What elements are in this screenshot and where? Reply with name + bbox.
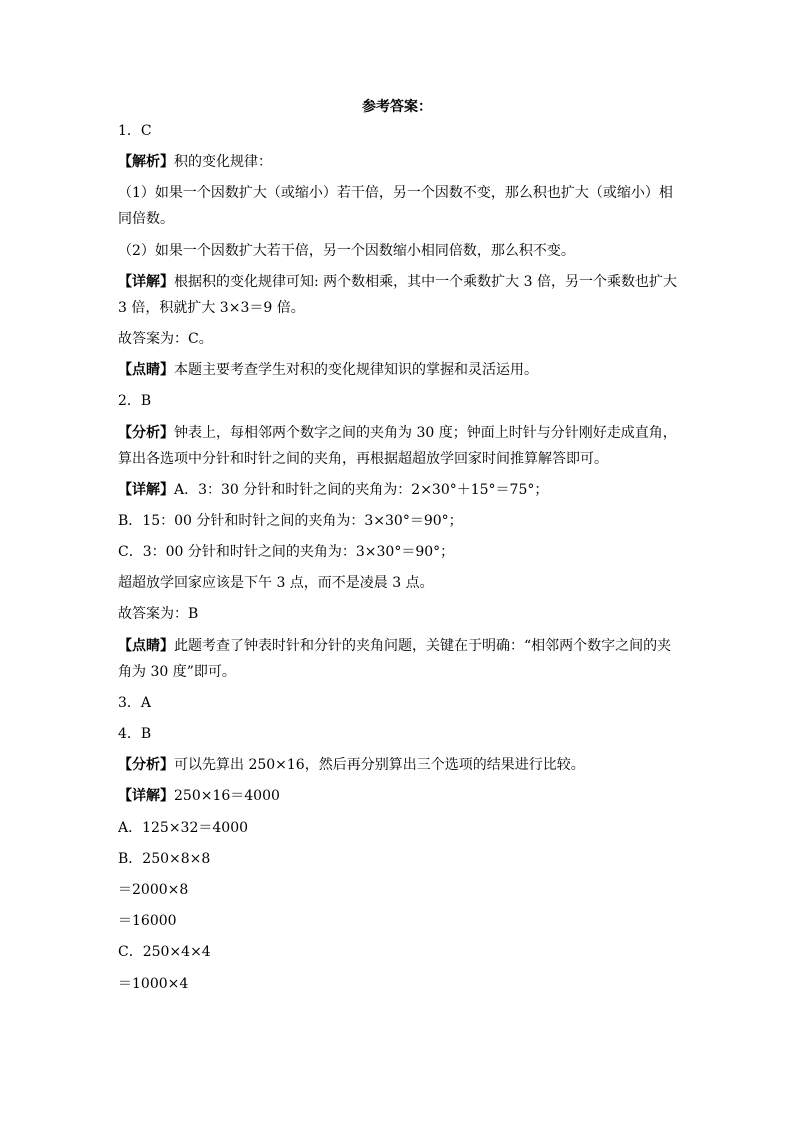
answer-line — [118, 298, 678, 319]
line-text: 根据积的变化规律可知: 两个数相乘，其中一个乘数扩大 3 倍，另一个乘数也扩大 — [174, 273, 677, 290]
section-tag: 【解析】 — [118, 154, 174, 171]
line-text: 算出各选项中分针和时针之间的夹角，再根据超超放学回家时间推算解答即可。 — [118, 450, 608, 467]
answer-line — [118, 183, 678, 204]
answer-line — [118, 662, 678, 683]
line-text: 故答案为：C。 — [118, 330, 213, 347]
answer-line — [118, 604, 678, 625]
answer-line — [118, 542, 678, 563]
line-text: 1．C — [118, 123, 152, 139]
answer-line — [118, 423, 678, 444]
answer-line — [118, 121, 678, 142]
answer-line — [118, 942, 678, 963]
line-text: B．15：00 分针和时针之间的夹角为：3×30°＝90°； — [118, 512, 463, 529]
line-text: ＝2000×8 — [118, 881, 189, 898]
line-text: B．250×8×8 — [118, 850, 211, 867]
answer-line — [118, 724, 678, 745]
line-text: A．125×32＝4000 — [118, 819, 249, 836]
line-text: （1）如果一个因数扩大（或缩小）若干倍，另一个因数不变，那么积也扩大（或缩小）相 — [118, 185, 673, 202]
answer-line — [118, 818, 678, 839]
line-text: 本题主要考查学生对积的变化规律知识的掌握和灵活运用。 — [174, 362, 538, 379]
answer-line — [118, 391, 678, 412]
answer-line — [118, 241, 678, 262]
answer-line — [118, 449, 678, 470]
answer-line — [118, 573, 678, 594]
page-title: 参考答案： — [362, 99, 432, 115]
line-text: C．3：00 分针和时针之间的夹角为：3×30°＝90°； — [118, 544, 455, 561]
section-tag: 【分析】 — [118, 424, 174, 441]
line-text: A．3：30 分针和时针之间的夹角为：2×30°＋15°＝75°； — [174, 481, 549, 498]
line-text: 250×16＝4000 — [174, 788, 280, 805]
answer-line — [118, 636, 678, 657]
line-text: 超超放学回家应该是下午 3 点，而不是凌晨 3 点。 — [118, 575, 434, 592]
answer-line — [118, 693, 678, 714]
answer-line — [118, 152, 678, 173]
line-text: 此题考查了钟表时针和分针的夹角问题，关键在于明确：“相邻两个数字之间的夹 — [174, 637, 672, 654]
section-tag: 【详解】 — [118, 481, 174, 498]
section-tag: 【分析】 — [118, 757, 174, 774]
section-tag: 【详解】 — [118, 273, 174, 290]
line-text: ＝16000 — [118, 913, 177, 930]
answer-line — [118, 360, 678, 381]
answer-line — [118, 272, 678, 293]
answer-line — [118, 329, 678, 350]
line-text: 积的变化规律： — [174, 154, 272, 171]
answer-content — [118, 121, 678, 1005]
answer-line — [118, 480, 678, 501]
answer-line — [118, 755, 678, 776]
line-text: （2）如果一个因数扩大若干倍，另一个因数缩小相同倍数，那么积不变。 — [118, 242, 575, 259]
answer-line — [118, 911, 678, 932]
answer-line — [118, 849, 678, 870]
answer-line — [118, 786, 678, 807]
line-text: 3 倍，积就扩大 3×3＝9 倍。 — [118, 299, 305, 316]
line-text: C．250×4×4 — [118, 944, 211, 961]
section-tag: 【点睛】 — [118, 637, 174, 654]
answer-line — [118, 974, 678, 995]
answer-line — [118, 511, 678, 532]
line-text: 3．A — [118, 694, 152, 711]
line-text: 角为 30 度”即可。 — [118, 663, 236, 680]
line-text: 可以先算出 250×16，然后再分别算出三个选项的结果进行比较。 — [174, 757, 585, 774]
line-text: 2．B — [118, 393, 152, 410]
section-tag: 【详解】 — [118, 788, 174, 805]
answer-line — [118, 209, 678, 230]
section-tag: 【点睛】 — [118, 362, 174, 379]
line-text: 故答案为：B — [118, 606, 199, 623]
line-text: 同倍数。 — [118, 211, 174, 228]
answer-line — [118, 880, 678, 901]
line-text: ＝1000×4 — [118, 975, 189, 992]
line-text: 4．B — [118, 726, 152, 742]
line-text: 钟表上，每相邻两个数字之间的夹角为 30 度；钟面上时针与分针刚好走成直角， — [174, 424, 677, 441]
